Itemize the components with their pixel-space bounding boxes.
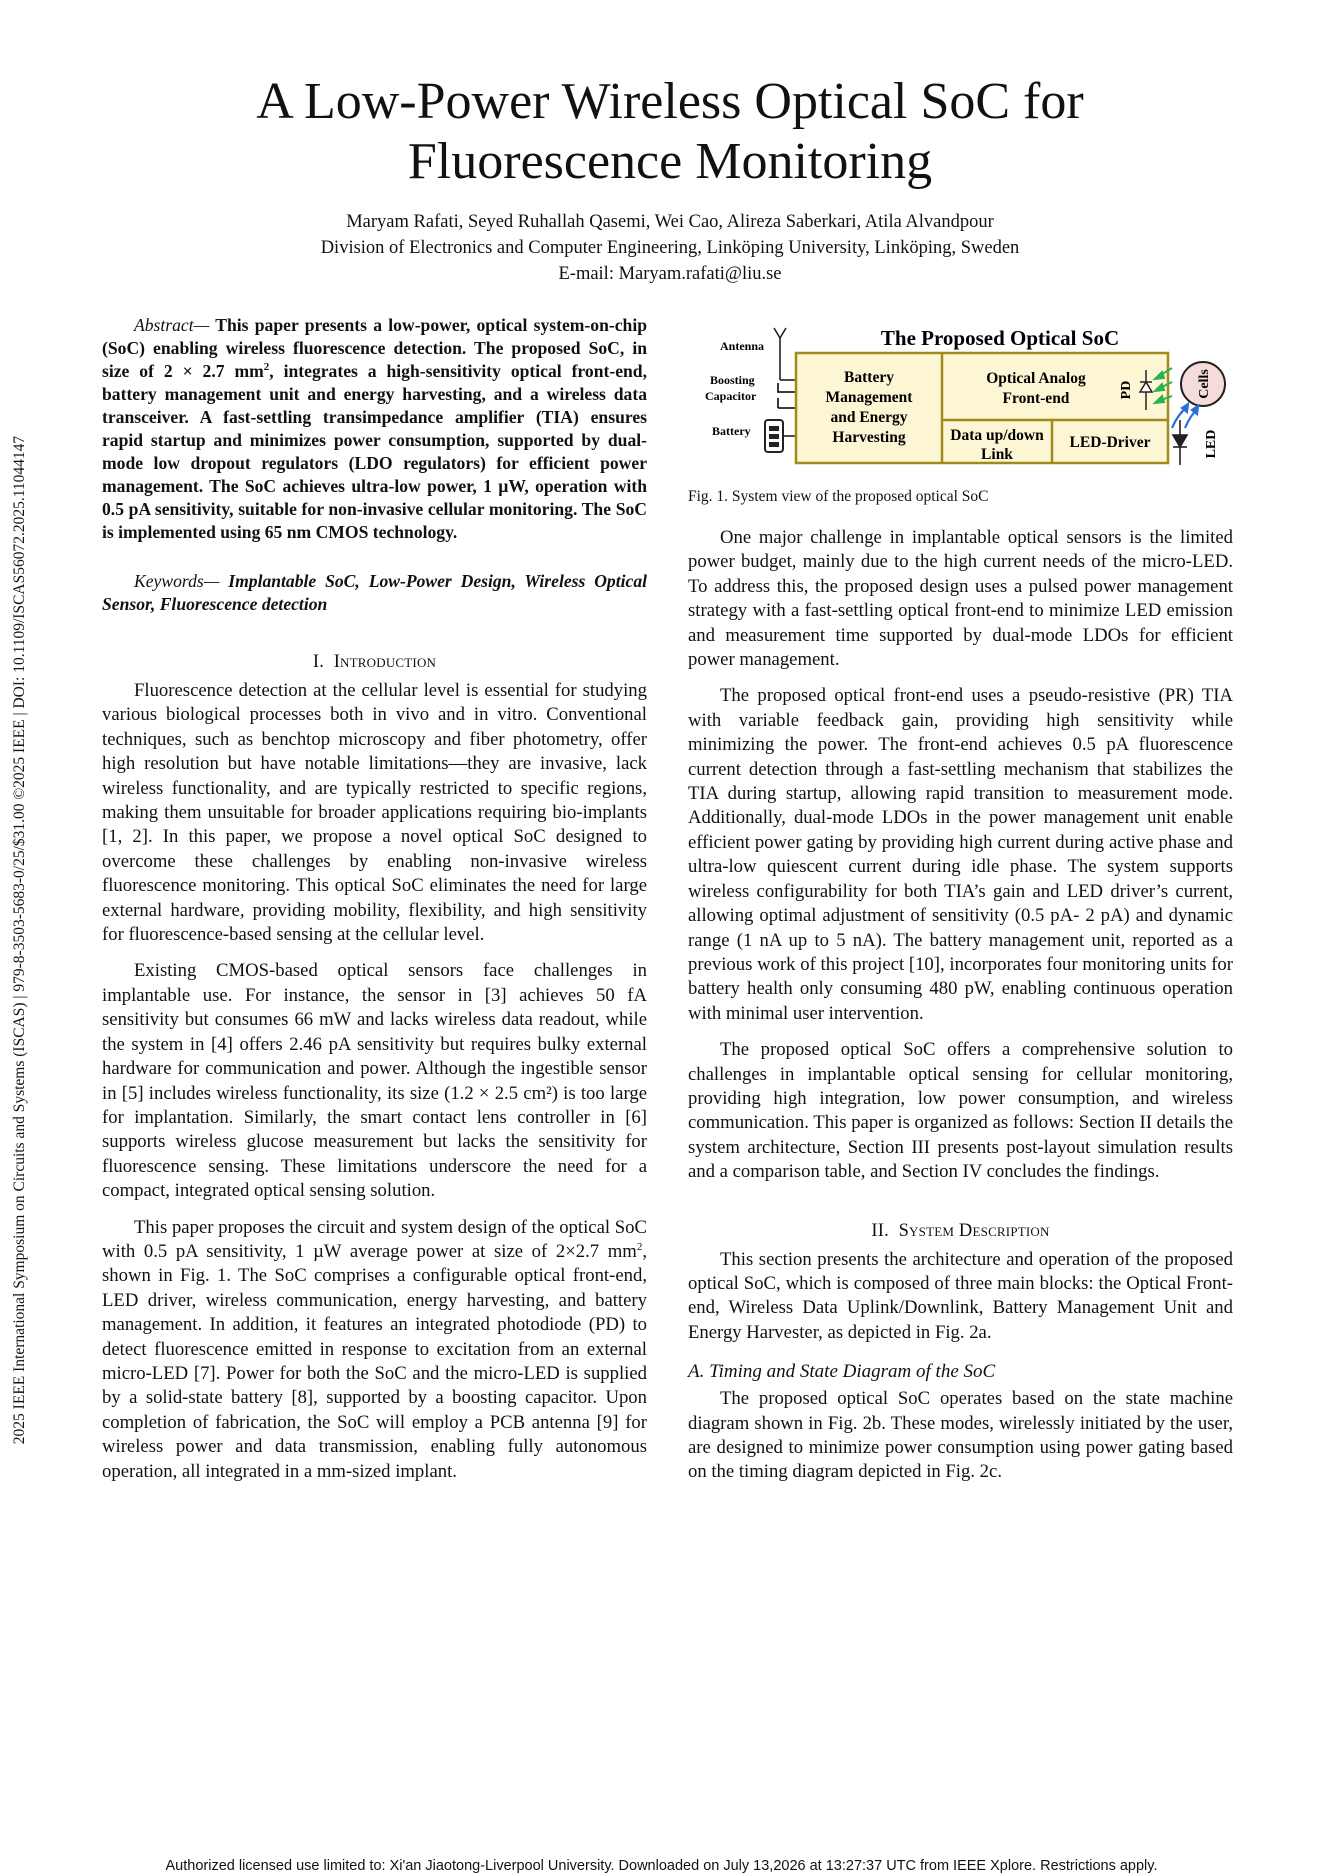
battery-label: Battery xyxy=(712,424,751,438)
excitation-arrows-icon xyxy=(1172,404,1198,428)
figure-heading: The Proposed Optical SoC xyxy=(880,326,1120,350)
figure-1-diagram xyxy=(700,320,1230,480)
title-line-1: A Low-Power Wireless Optical SoC for xyxy=(256,73,1084,130)
bm-label-3: and Energy xyxy=(830,409,908,426)
affiliation: Division of Electronics and Computer Engineering, Linköping University, Linköping, Sweden xyxy=(320,238,1020,258)
keywords: Keywords— Implantable SoC, Low-Power Design, Wireless Optical Sensor, Fluorescence detection xyxy=(102,571,647,614)
intro-paragraph-3: This paper proposes the circuit and system design of the optical SoC with 0.5 pA sensitivity, 1 µW average power at size of 2×2.7 $mm^2$, shown in Fig. 1. The SoC comprises a configurable optical front-end, LED driver, wireless communication, energy harvesting, and battery management. In addition, it features an integrated photodiode (PD) to detect fluorescence emitted in response to excitation from an external micro-LED [7]. Power for both the SoC and the micro-LED is supplied by a solid-state battery [8], supported by a boosting capacitor. Upon completion of fabrication, the SoC will employ a PCB antenna [9] for wireless power and data transmission, enabling fully autonomous operation, all integrated in a mm-sized implant. xyxy=(102,1216,647,1482)
abstract: Abstract— This paper presents a low-power, optical system-on-chip (SoC) enabling wireless fluorescence detection. The proposed SoC, in size of 2 × 2.7 $mm^2$, integrates a high-sensitivity optical front-end, battery management unit and energy harvesting, and a wireless data transceiver. A fast-settling transimpedance amplifier (TIA) ensures rapid startup and minimizes power consumption, supported by dual-mode low dropout regulators (LDO regulators) for efficient power management. The SoC achieves ultra-low power, 1 µW, operation with 0.5 pA sensitivity, suitable for non-invasive cellular monitoring. The SoC is implemented using 65 nm CMOS technology. xyxy=(102,315,647,542)
boosting-label-2: Capacitor xyxy=(705,389,757,403)
optical-frontend-label-1: Optical Analog xyxy=(986,370,1086,387)
subsection-a-heading: A. Timing and State Diagram of the SoC xyxy=(688,1361,996,1383)
author-block xyxy=(150,209,1190,287)
section-2-paragraph: This section presents the architecture and operation of the proposed optical SoC, which is composed of three main blocks: the Optical Front-end, Wireless Data Uplink/Downlink, Battery Management Unit and Energy Harvester, as depicted in Fig. 2a. xyxy=(688,1248,1233,1343)
paper-title xyxy=(150,72,1190,192)
pd-label: PD xyxy=(1119,380,1134,400)
cells-label: Cells xyxy=(1197,369,1212,399)
boosting-label-1: Boosting xyxy=(710,373,755,387)
datalink-label-2: Link xyxy=(981,446,1013,463)
bm-label-2: Management xyxy=(825,389,913,406)
capacitor-icon xyxy=(778,383,796,408)
right-column xyxy=(688,526,1233,1485)
authors: Maryam Rafati, Seyed Ruhallah Qasemi, Wei Cao, Alireza Saberkari, Atila Alvandpour xyxy=(346,212,994,232)
email: E-mail: Maryam.rafati@liu.se xyxy=(558,264,782,284)
subsection-a-paragraph: The proposed optical SoC operates based on the state machine diagram shown in Fig. 2b. These modes, wirelessly initiated by the user, are designed to minimize power consumption using power gating based on the timing diagram depicted in Fig. 2c. xyxy=(688,1388,1233,1483)
title-line-2: Fluorescence Monitoring xyxy=(407,133,933,190)
battery-icon xyxy=(765,420,796,452)
intro-paragraph-1: Fluorescence detection at the cellular level is essential for studying various biological processes both in vivo and in vitro. Conventional techniques, such as benchtop microscopy and fiber photometry, offer high resolution but have notable limitations—they are invasive, lack wireless functionality, and are typically restricted to specific regions, making them unsuitable for broader applications requiring bio-implants [1, 2]. In this paper, we propose a novel optical SoC designed to overcome these challenges by enabling non-invasive wireless fluorescence monitoring. This optical SoC eliminates the need for large external hardware, providing mobility, flexibility, and high sensitivity for fluorescence-based sensing at the cellular level. xyxy=(102,680,647,946)
side-banner: 2025 IEEE International Symposium on Circuits and Systems (ISCAS) | 979-8-3503-5683-0/25/$31.00 ©2025 IEEE | DOI: 10.1109/ISCAS56072.2025.11044147 xyxy=(11,435,28,1445)
section-1-heading: I. Introduction xyxy=(312,652,437,672)
left-column xyxy=(102,314,647,1484)
bm-label-1: Battery xyxy=(844,369,894,386)
optical-frontend-label-2: Front-end xyxy=(1002,390,1070,407)
antenna-label: Antenna xyxy=(720,339,765,353)
right-paragraph-3: The proposed optical SoC offers a comprehensive solution to challenges in implantable optical sensing for cellular monitoring, providing high integration, low power consumption, and wireless communication. This paper is organized as follows: Section II details the system architecture, Section III presents post-layout simulation results and a comparison table, and Section IV concludes the findings. xyxy=(688,1039,1233,1183)
antenna-icon xyxy=(774,328,796,380)
led-label: LED xyxy=(1204,429,1219,459)
keywords-label: Keywords— xyxy=(134,571,220,591)
right-paragraph-1: One major challenge in implantable optical sensors is the limited power budget, mainly due to the high current needs of the micro-LED. To address this, the proposed design uses a pulsed power management strategy with a fast-settling optical front-end to minimize LED emission and measurement time supported by dual-mode LDOs for efficient power management. xyxy=(688,527,1233,671)
abstract-label: Abstract— xyxy=(134,315,210,335)
intro-paragraph-2: Existing CMOS-based optical sensors face challenges in implantable use. For instance, the sensor in [3] achieves 50 fA sensitivity but consumes 66 mW and lacks wireless data readout, while the system in [4] offers 2.46 pA sensitivity but requires bulky external hardware for communication and power. Although the ingestible sensor in [5] includes wireless functionality, its size (1.2 × 2.5 cm²) is too large for implantation. Similarly, the smart contact lens controller in [6] supports wireless glucose measurement but lacks the sensitivity for fluorescence sensing. These limitations underscore the need for a compact, integrated optical sensing solution. xyxy=(102,960,647,1202)
footer-license: Authorized licensed use limited to: Xi'an Jiaotong-Liverpool University. Downloaded on July 13,2026 at 13:27:37 UTC from IEEE Xplore. Restrictions apply. xyxy=(165,1858,1158,1874)
right-paragraph-2: The proposed optical front-end uses a pseudo-resistive (PR) TIA with variable feedback gain, providing high sensitivity while minimizing the power. The front-end achieves 0.5 pA fluorescence current detection through a fast-settling mechanism that stabilizes the TIA during startup, allowing rapid transition to measurement mode. Additionally, dual-mode LDOs in the power management unit enable efficient power gating by providing high current during active phase and ultra-low quiescent current during idle phase. The system supports wireless configurability for both TIA’s gain and LED driver’s current, allowing optimal adjustment of sensitivity (0.5 pA- 2 pA) and dynamic range (1 nA up to 5 nA). The battery management unit, reported as a previous work of this project [10], incorporates four monitoring units for battery health only consuming 480 pW, enabling continuous operation with minimal user intervention. xyxy=(688,685,1233,1024)
section-2-heading: II. System Description xyxy=(871,1220,1050,1241)
bm-label-4: Harvesting xyxy=(832,429,906,446)
figure-1-caption: Fig. 1. System view of the proposed optical SoC xyxy=(688,488,989,505)
datalink-label-1: Data up/down xyxy=(950,427,1044,444)
led-driver-label: LED-Driver xyxy=(1069,434,1151,451)
